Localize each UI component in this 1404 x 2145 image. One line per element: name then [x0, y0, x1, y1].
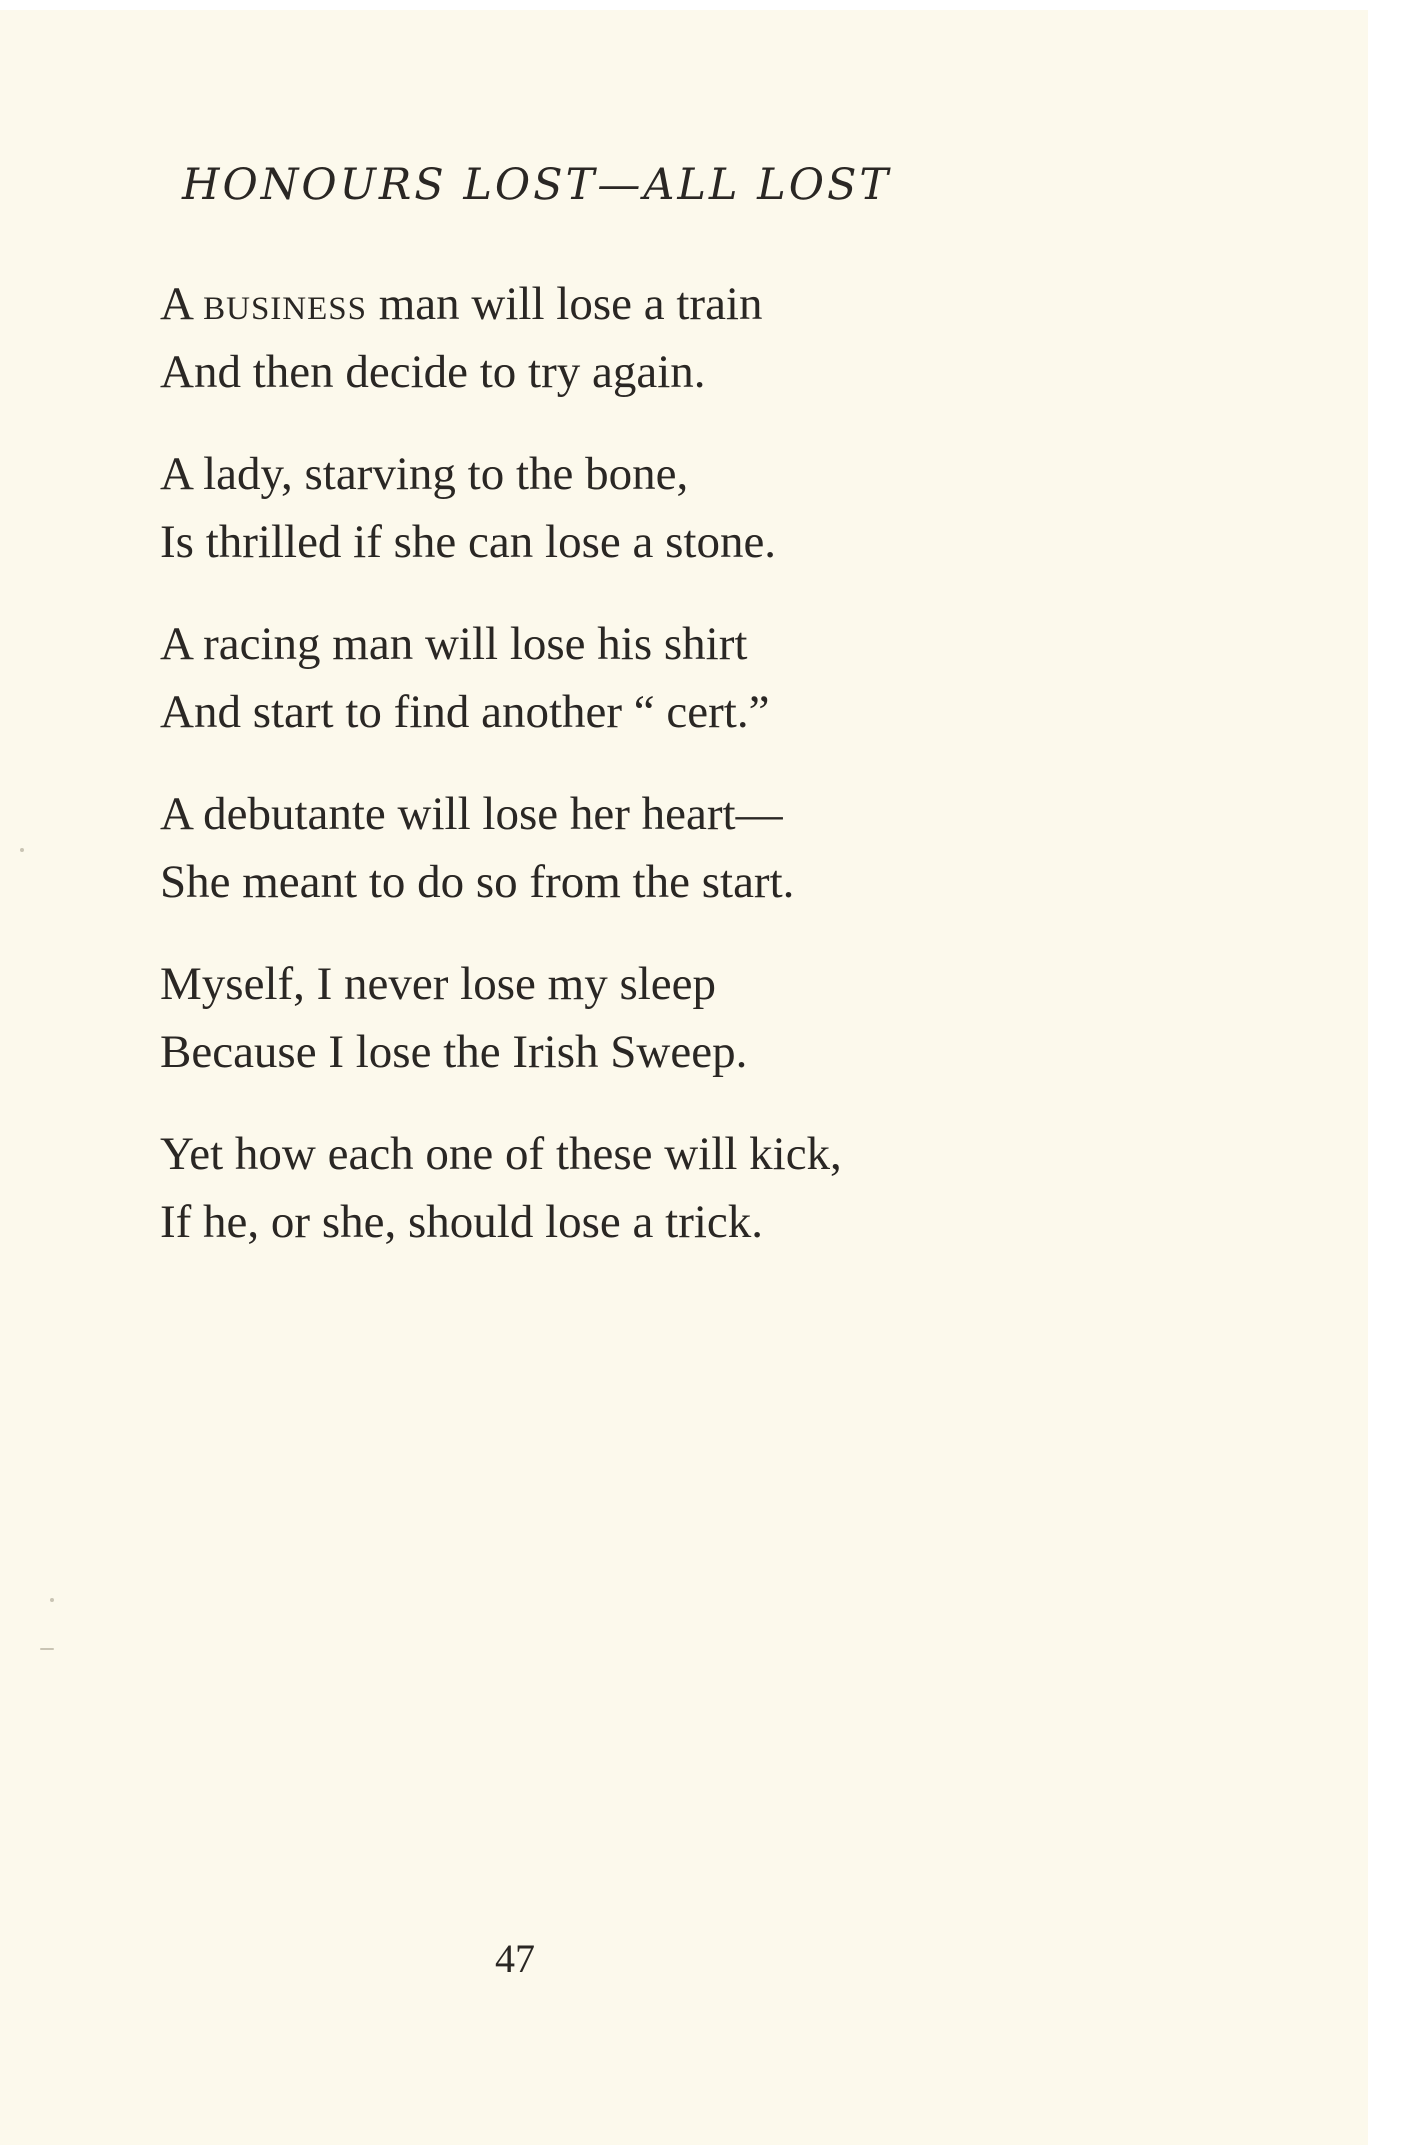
- small-caps-word: business: [203, 278, 367, 330]
- poem-line: Yet how each one of these will kick,: [160, 1128, 842, 1180]
- poem-line: She meant to do so from the start.: [160, 856, 795, 908]
- poem-line: A racing man will lose his shirt: [160, 618, 748, 670]
- paper-speck: [40, 1648, 54, 1650]
- page-margin: [1368, 0, 1404, 2145]
- line-rest: man will lose a train: [367, 278, 763, 330]
- poem-line: And then decide to try again.: [160, 346, 706, 398]
- poem-line: Is thrilled if she can lose a stone.: [160, 516, 777, 568]
- poem-line: Because I lose the Irish Sweep.: [160, 1026, 748, 1078]
- paper-speck: [50, 1598, 54, 1602]
- poem-line: Myself, I never lose my sleep: [160, 958, 717, 1010]
- poem-line: If he, or she, should lose a trick.: [160, 1196, 764, 1248]
- stanza-2: [160, 440, 1280, 610]
- poem-line: A lady, starving to the bone,: [160, 448, 689, 500]
- poem-title: HONOURS LOST—ALL LOST: [182, 160, 892, 210]
- poem-line: And start to find another “ cert.”: [160, 686, 770, 738]
- paper-speck: [20, 848, 24, 852]
- stanza-4: [160, 780, 1280, 950]
- stanza-1: [160, 270, 1280, 440]
- poem-body: [160, 270, 1280, 1290]
- line-lead: A: [160, 278, 204, 330]
- stanza-3: [160, 610, 1280, 780]
- poem-line: [160, 270, 1280, 338]
- page-number: 47: [495, 1936, 535, 1981]
- poem-line: A debutante will lose her heart—: [160, 788, 783, 840]
- book-page: [0, 10, 1368, 2145]
- stanza-5: [160, 950, 1280, 1120]
- stanza-6: [160, 1120, 1280, 1290]
